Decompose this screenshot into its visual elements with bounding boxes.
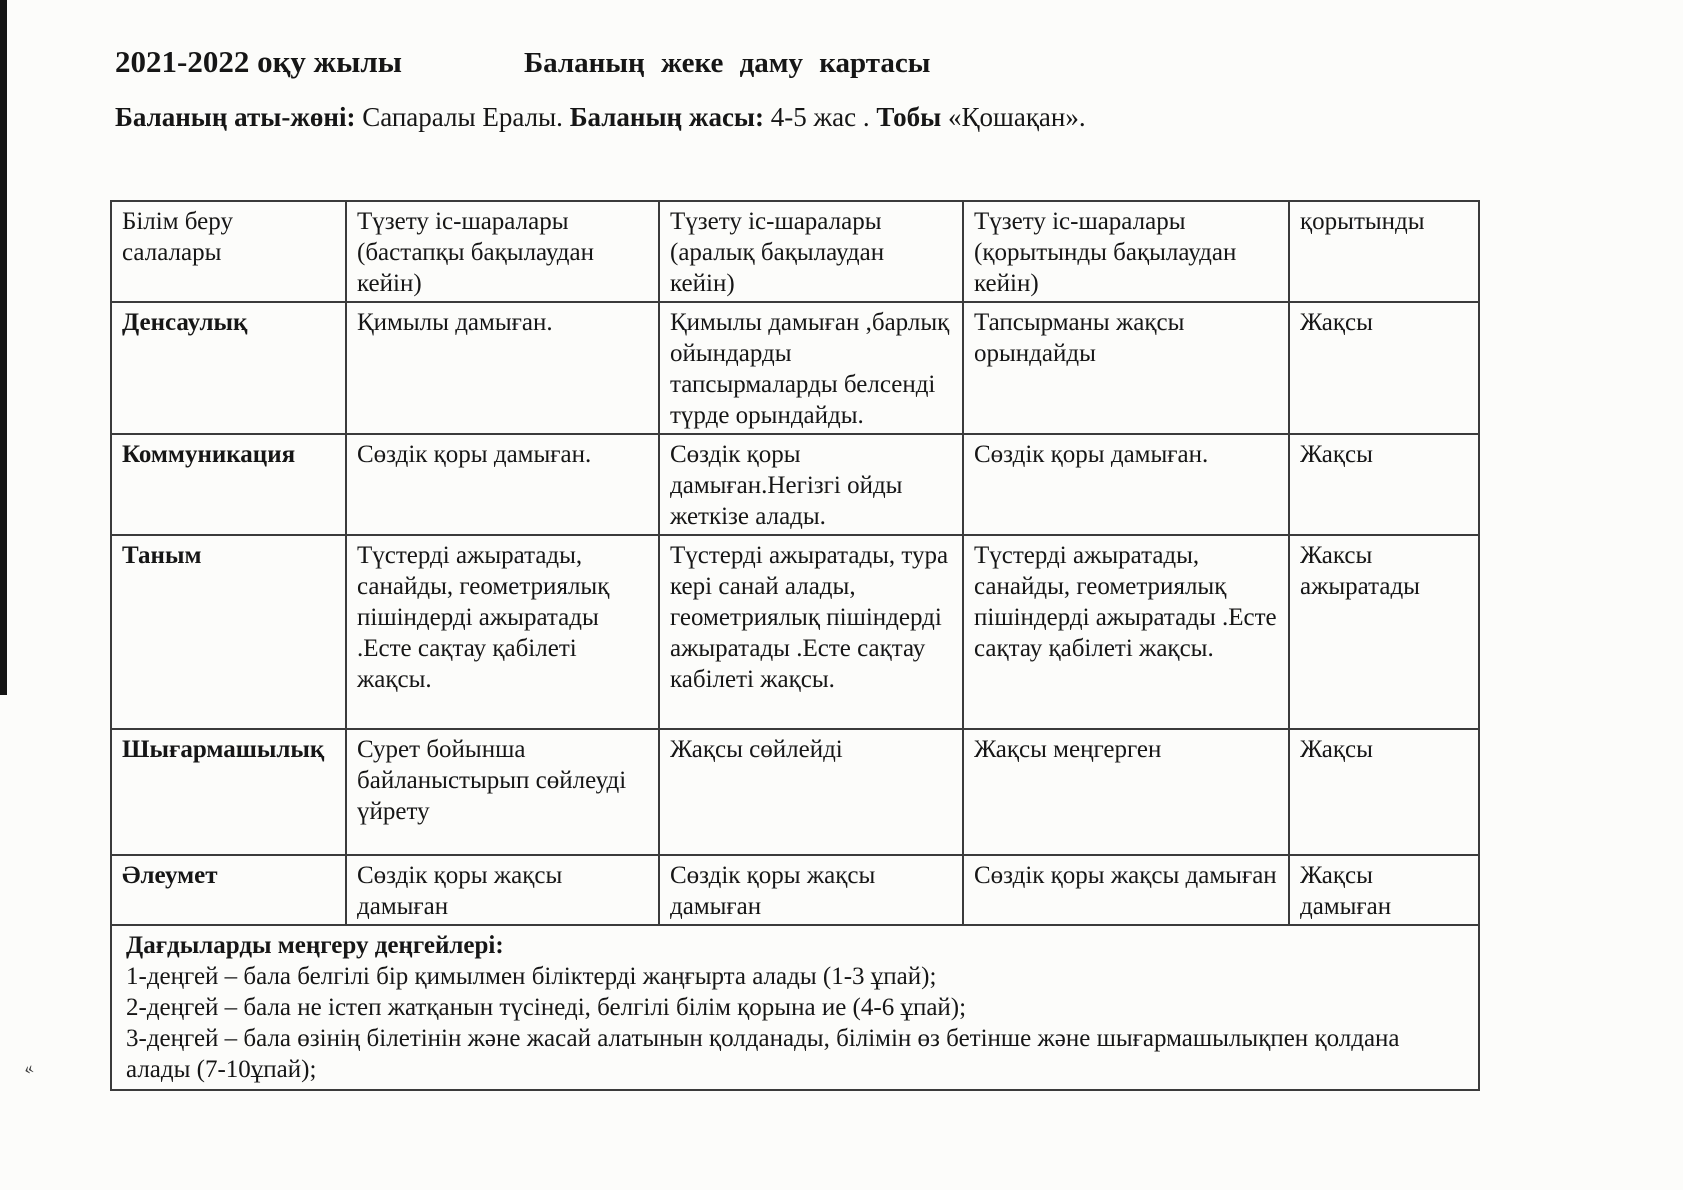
cell-education-area: Денсаулық (111, 302, 346, 434)
skill-level-item: 2-деңгей – бала не істеп жатқанын түсінеді, белгілі білім қорына ие (4-6 ұпай); (126, 994, 967, 1021)
cell-education-area: Әлеумет (111, 855, 346, 925)
cell-final: Түстерді ажыратады, санайды, геометриялық пішіндерді ажыратады .Есте сақтау қабілеті жақсы. (963, 535, 1289, 729)
cell-education-area: Коммуникация (111, 434, 346, 535)
cell-intermediate: Сөздік қоры жақсы дамыған (659, 855, 963, 925)
skill-levels-note (111, 925, 1479, 1090)
table-row (111, 302, 1479, 434)
group-value: «Қошақан». (948, 102, 1086, 132)
child-age-label: Баланың жасы: (569, 102, 765, 132)
cell-final: Жақсы меңгерген (963, 729, 1289, 855)
cell-initial: Сурет бойынша байланыстырып сөйлеуді үйрету (346, 729, 659, 855)
skill-level-item: 3-деңгей – бала өзінің білетінін және жасай алатынын қолданады, білімін өз бетінше және шығармашылықпен қолдана алады (7-10ұпай); (126, 1025, 1400, 1083)
scan-mark-artifact: « (20, 1057, 36, 1079)
table-row (111, 535, 1479, 729)
cell-education-area: Таным (111, 535, 346, 729)
skill-levels-title: Дағдыларды меңгеру деңгейлері: (126, 932, 504, 959)
child-name-label: Баланың аты-жөні: (115, 102, 356, 132)
table-header-row (111, 201, 1479, 302)
cell-initial: Сөздік қоры жақсы дамыған (346, 855, 659, 925)
cell-education-area: Шығармашылық (111, 729, 346, 855)
cell-intermediate: Сөздік қоры дамыған.Негізгі ойды жеткізе алады. (659, 434, 963, 535)
child-name-value: Сапаралы Ералы. (362, 102, 563, 132)
cell-final: Сөздік қоры дамыған. (963, 434, 1289, 535)
cell-initial: Қимылы дамыған. (346, 302, 659, 434)
cell-result: Жақсы (1289, 729, 1479, 855)
cell-intermediate: Жақсы сөйлейді (659, 729, 963, 855)
scan-edge-artifact (0, 0, 7, 695)
column-header-final-observation: Түзету іс-шаралары (қорытынды бақылаудан кейін) (963, 201, 1289, 302)
cell-final: Сөздік қоры жақсы дамыған (963, 855, 1289, 925)
child-age-value: 4-5 жас . (770, 102, 870, 132)
cell-initial: Түстерді ажыратады, санайды, геометриялық пішіндерді ажыратады .Есте сақтау қабілеті жақсы. (346, 535, 659, 729)
skill-levels-note-row (111, 925, 1479, 1090)
child-info-line (115, 102, 1086, 133)
table-row (111, 855, 1479, 925)
table-row (111, 729, 1479, 855)
page-title: Баланың жеке даму картасы (523, 47, 931, 79)
group-label: Тобы (876, 102, 942, 132)
cell-intermediate: Қимылы дамыған ,барлық ойындарды тапсырмаларды белсенді түрде орындайды. (659, 302, 963, 434)
cell-final: Тапсырманы жақсы орындайды (963, 302, 1289, 434)
column-header-intermediate-observation: Түзету іс-шаралары (аралық бақылаудан кейін) (659, 201, 963, 302)
cell-result: Жақсы дамыған (1289, 855, 1479, 925)
cell-result: Жақсы (1289, 434, 1479, 535)
column-header-result: қорытынды (1289, 201, 1479, 302)
column-header-initial-observation: Түзету іс-шаралары (бастапқы бақылаудан кейін) (346, 201, 659, 302)
column-header-education-areas: Білім беру салалары (111, 201, 346, 302)
table-row (111, 434, 1479, 535)
development-table (110, 200, 1480, 1091)
cell-result: Жақсы (1289, 302, 1479, 434)
cell-intermediate: Түстерді ажыратады, тура кері санай алады, геометриялық пішіндерді ажыратады .Есте сақтау кабілеті жақсы. (659, 535, 963, 729)
cell-result: Жаксы ажыратады (1289, 535, 1479, 729)
cell-initial: Сөздік қоры дамыған. (346, 434, 659, 535)
academic-year-label: 2021-2022 оқу жылы (115, 44, 402, 79)
skill-level-item: 1-деңгей – бала белгілі бір қимылмен біліктерді жаңғырта алады (1-3 ұпай); (126, 963, 937, 990)
document-header-line (115, 44, 930, 80)
